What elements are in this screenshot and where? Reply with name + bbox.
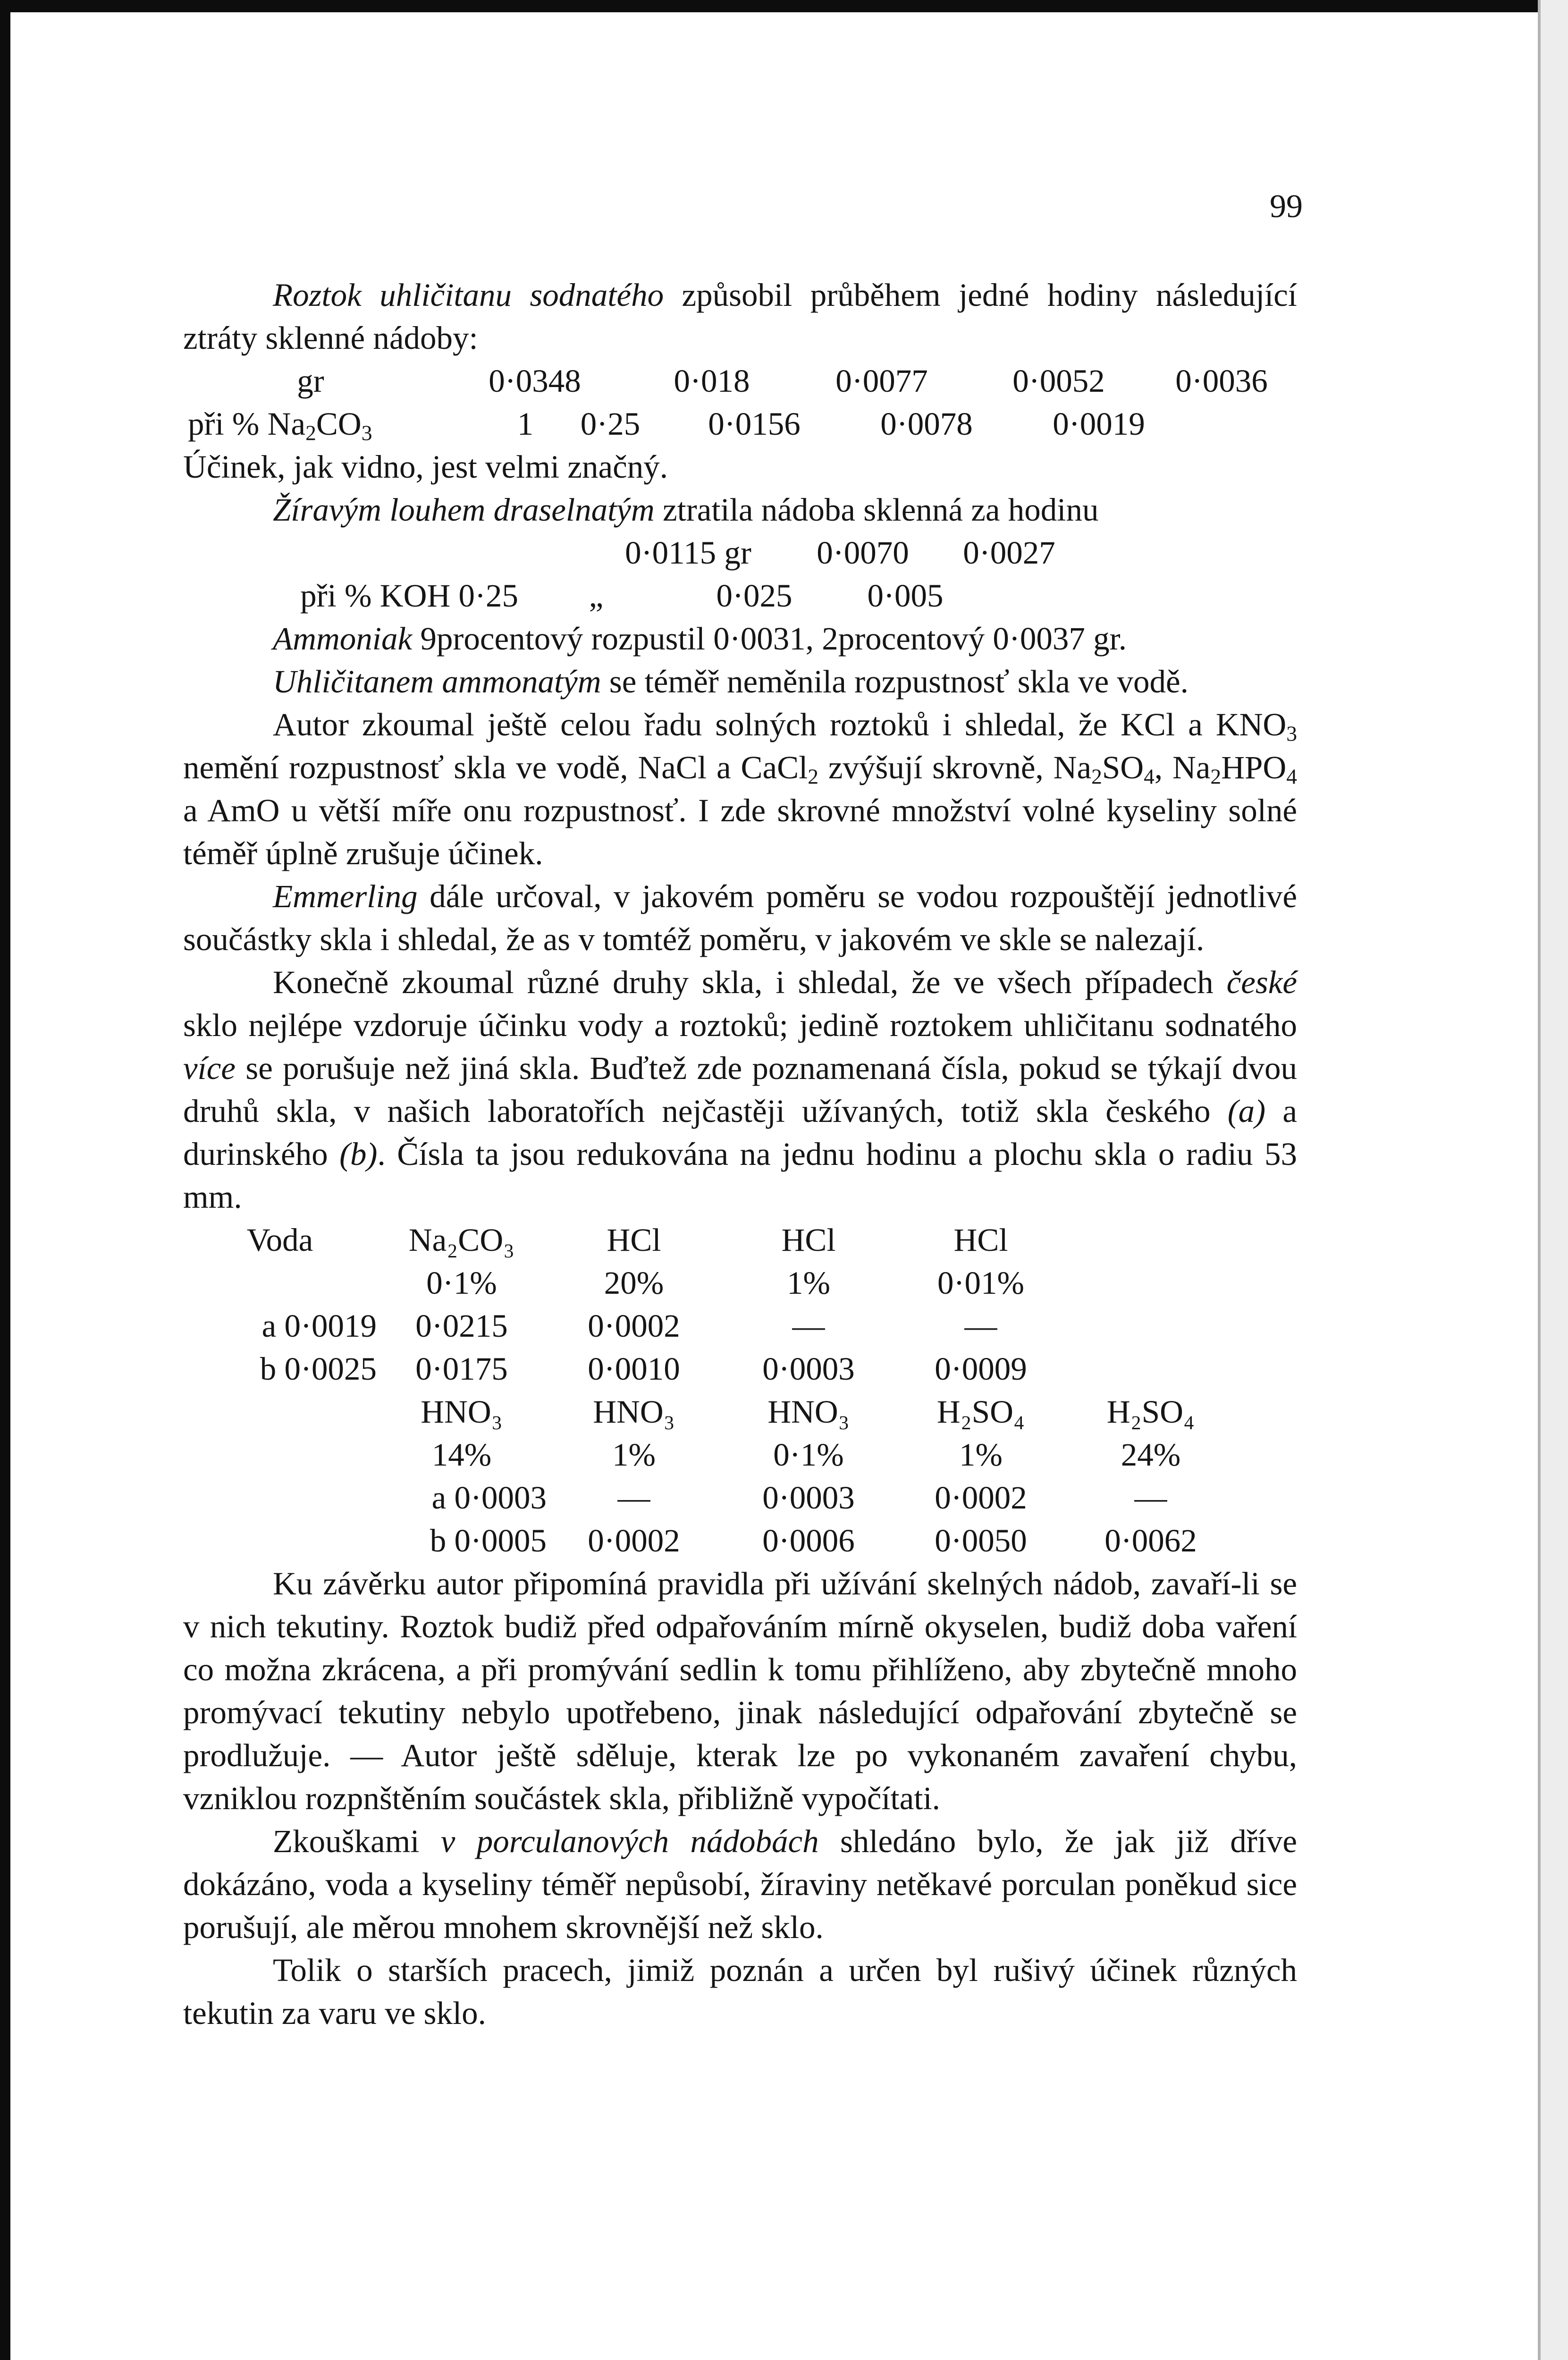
table-row-percent bbox=[183, 403, 1297, 446]
paragraph-text: dále určoval, v jakovém poměru se vodou rozpouštějí jednotlivé součástky skla i shledal, že as v tomtéž poměru, v jakovém ve skle se nalezají. bbox=[183, 878, 1297, 957]
paragraph-ammonia bbox=[183, 617, 1297, 660]
paragraph-porcelain bbox=[183, 1820, 1297, 1949]
table-row-gr bbox=[183, 360, 1297, 403]
label-text: při % Na bbox=[188, 406, 306, 442]
emphasis: v porculanových nádobách bbox=[440, 1823, 819, 1859]
table-cell: 0·0115 gr bbox=[625, 535, 751, 571]
paragraph-text: , Na bbox=[1154, 750, 1211, 785]
table-cell: HCl bbox=[781, 1222, 836, 1258]
paragraph-text: se téměř neměnila rozpustnosť skla ve vodě. bbox=[601, 664, 1189, 700]
emphasis: Emmerling bbox=[273, 878, 418, 914]
table-cell: 0·0010 bbox=[588, 1351, 680, 1387]
table-cell: 0·0062 bbox=[1104, 1523, 1197, 1559]
table-cell: gr bbox=[297, 363, 324, 399]
subscript: 3 bbox=[361, 421, 372, 445]
table-cell: 1% bbox=[787, 1265, 830, 1301]
table-row-header-1 bbox=[183, 1219, 1297, 1262]
table-cell bbox=[183, 1476, 377, 1519]
subscript: 2 bbox=[305, 421, 316, 445]
table-cell: b 0·0005 bbox=[430, 1523, 547, 1559]
emphasis: Roztok uhličitanu sodnatého bbox=[273, 277, 664, 313]
table-row-header-4 bbox=[183, 1433, 1297, 1476]
table-cell: — bbox=[617, 1480, 650, 1516]
table-cell: 0·0036 bbox=[1175, 363, 1268, 399]
table-cell: 1% bbox=[612, 1437, 656, 1473]
table-cell: 1% bbox=[959, 1437, 1003, 1473]
table-row-header-3 bbox=[183, 1391, 1297, 1433]
paragraph-text: Zkouškami bbox=[273, 1823, 441, 1859]
paragraph-text: nemění rozpustnosť skla ve vodě, NaCl a CaCl bbox=[183, 750, 808, 785]
table-cell: HNO₃ bbox=[593, 1394, 675, 1430]
table-cell bbox=[183, 1391, 377, 1433]
table-cell bbox=[1066, 1219, 1236, 1262]
paragraph-salt-solutions bbox=[183, 703, 1297, 875]
paragraph-text: 9procentový rozpustil 0·0031, 2procentový 0·0037 gr. bbox=[412, 621, 1127, 657]
table-cell: H₂SO₄ bbox=[936, 1394, 1025, 1430]
paragraph-text: ztratila nádoba sklenná za hodinu bbox=[654, 492, 1099, 528]
table-cell bbox=[183, 1433, 377, 1476]
table-cell: 0·1% bbox=[426, 1265, 497, 1301]
paragraph-sodium-carbonate bbox=[183, 274, 1297, 360]
table-cell: 0·0052 bbox=[1012, 363, 1105, 399]
table-cell: 0·0348 bbox=[489, 363, 581, 399]
table-cell: 0·0078 bbox=[880, 406, 973, 442]
emphasis: Žíravým louhem draselnatým bbox=[273, 492, 655, 528]
paragraph-text: a AmO u větší míře onu rozpustnosť. I zde skrovné množství volné kyseliny solné téměř úplně zrušuje účinek. bbox=[183, 792, 1297, 871]
paragraph-text: shledáno bylo, že jak již dříve dokázáno, voda a kyseliny téměř nepůsobí, žíraviny netěkavé porculan poněkud sice porušují, ale měrou mnohem skrovnější než sklo. bbox=[183, 1823, 1297, 1945]
paragraph-emmerling bbox=[183, 875, 1297, 961]
table-cell: H₂SO₄ bbox=[1106, 1394, 1195, 1430]
table-cell: a 0·0003 bbox=[431, 1480, 547, 1516]
table-cell: 1 bbox=[517, 406, 534, 442]
table-row-a bbox=[183, 1305, 1297, 1348]
subscript: 2 bbox=[808, 764, 819, 789]
table-cell: HCl bbox=[953, 1222, 1008, 1258]
table-cell bbox=[1066, 1262, 1236, 1305]
table-cell: 0·0050 bbox=[935, 1523, 1027, 1559]
emphasis: Ammoniak bbox=[273, 621, 413, 657]
paragraph-ammonium-carbonate bbox=[183, 660, 1297, 703]
paragraph-text: Konečně zkoumal různé druhy skla, i shledal, že ve všech případech bbox=[273, 964, 1227, 1000]
table-cell: 0·0006 bbox=[762, 1523, 855, 1559]
subscript: 2 bbox=[1091, 764, 1102, 789]
table-cell: 0·0003 bbox=[762, 1480, 855, 1516]
table-row-b bbox=[183, 1348, 1297, 1391]
paragraph-effect: Účinek, jak vidno, jest velmi značný. bbox=[183, 449, 668, 485]
table-cell: 0·0027 bbox=[963, 535, 1055, 571]
scan-edge-right bbox=[1538, 0, 1568, 2360]
table-cell: 0·25 bbox=[580, 406, 641, 442]
table-cell: 0·1% bbox=[773, 1437, 844, 1473]
table-cell: — bbox=[964, 1308, 997, 1344]
paragraph-text: se porušuje než jiná skla. Buďtež zde poznamenaná čísla, pokud se týkají dvou druhů skla, v našich laboratořích nejčastěji užívaných, totiž skla českého bbox=[183, 1050, 1297, 1129]
table-cell: 0·0002 bbox=[588, 1308, 680, 1344]
table-cell: 0·0070 bbox=[817, 535, 909, 571]
table-cell bbox=[1066, 1348, 1236, 1391]
emphasis: (a) bbox=[1227, 1093, 1266, 1129]
table-cell: 14% bbox=[431, 1437, 492, 1473]
table-cell: 0·0002 bbox=[935, 1480, 1027, 1516]
table-cell: b 0·0025 bbox=[260, 1351, 377, 1387]
table-cell: 0·0003 bbox=[762, 1351, 855, 1387]
table-cell: HNO₃ bbox=[421, 1394, 503, 1430]
page-body bbox=[183, 274, 1297, 2035]
emphasis: české bbox=[1226, 964, 1297, 1000]
table-cell: — bbox=[1134, 1480, 1167, 1516]
paragraph-conclusion: Ku závěrku autor připomíná pravidla při užívání skelných nádob, zavaří-li se v nich tekutiny. Roztok budiž před odpařováním mírně okyselen, budiž doba vaření co možna zkrácena, a při promývání sedlin k tomu přihlíženo, aby zbytečně mnoho promývací tekutiny nebylo upotřebeno, jinak následující odpařování zbytečně se prodlužuje. — Autor ještě sděluje, kterak lze po vykonaném zavaření chybu, vzniklou rozpnštěním součástek skla, přibližně vypočítati. bbox=[183, 1566, 1297, 1816]
table-cell: 0·0019 bbox=[1053, 406, 1145, 442]
paragraph-text: Autor zkoumal ještě celou řadu solných roztoků i shledal, že KCl a KNO bbox=[273, 707, 1287, 742]
paragraph-text: zvýšují skrovně, Na bbox=[818, 750, 1092, 785]
table-row-gr-koh bbox=[183, 531, 1297, 574]
paragraph-text: způsobil průběhem jedné hodiny následující ztráty sklenné nádoby: bbox=[183, 277, 1297, 356]
page-number: 99 bbox=[1270, 188, 1303, 225]
scan-edge-left bbox=[0, 0, 10, 2360]
subscript: 4 bbox=[1144, 764, 1155, 789]
table-row-b2 bbox=[183, 1519, 1297, 1562]
scan-edge-top bbox=[0, 0, 1568, 12]
table-cell: 0·005 bbox=[867, 578, 944, 614]
table-cell: 24% bbox=[1121, 1437, 1181, 1473]
table-cell bbox=[183, 1262, 377, 1305]
table-cell: — bbox=[792, 1308, 825, 1344]
table-cell: 0·01% bbox=[937, 1265, 1024, 1301]
table-cell: Voda bbox=[246, 1222, 313, 1258]
table-cell: 0·0077 bbox=[835, 363, 928, 399]
table-cell: 20% bbox=[604, 1265, 664, 1301]
table-cell: 0·0009 bbox=[935, 1351, 1027, 1387]
table-cell: „ bbox=[589, 578, 604, 614]
emphasis: více bbox=[183, 1050, 236, 1086]
paragraph-glass-types bbox=[183, 961, 1297, 1219]
table-row-koh bbox=[183, 574, 1297, 617]
table-cell: 0·0175 bbox=[415, 1351, 508, 1387]
table-cell: 0·025 bbox=[716, 578, 792, 614]
paragraph-text: SO bbox=[1102, 750, 1144, 785]
emphasis: Uhličitanem ammonatým bbox=[273, 664, 601, 700]
subscript: 2 bbox=[1210, 764, 1222, 789]
emphasis: (b) bbox=[339, 1136, 378, 1172]
label-text: CO bbox=[316, 406, 362, 442]
table-cell bbox=[183, 1519, 377, 1562]
table-cell: 0·0156 bbox=[708, 406, 801, 442]
table-row-header-2 bbox=[183, 1262, 1297, 1305]
table-cell: 0·0002 bbox=[588, 1523, 680, 1559]
subscript: 3 bbox=[1286, 721, 1297, 746]
table-cell: 0·0215 bbox=[415, 1308, 508, 1344]
paragraph-closing: Tolik o starších pracech, jimiž poznán a určen byl rušivý účinek různých tekutin za varu ve sklo. bbox=[183, 1952, 1297, 2031]
subscript: 4 bbox=[1286, 764, 1297, 789]
table-cell: HCl bbox=[607, 1222, 661, 1258]
table-cell: a 0·0019 bbox=[261, 1308, 377, 1344]
table-row-label: při % KOH 0·25 bbox=[300, 578, 518, 614]
paragraph-text: . Čísla ta jsou redukována na jednu hodinu a plochu skla o radiu 53 mm. bbox=[183, 1136, 1297, 1215]
table-cell: 0·018 bbox=[674, 363, 750, 399]
table-cell: Na₂CO₃ bbox=[408, 1222, 515, 1258]
paragraph-text: sklo nejlépe vzdoruje účinku vody a roztoků; jedině roztokem uhličitanu sodnatého bbox=[183, 1007, 1297, 1043]
table-cell: HNO₃ bbox=[767, 1394, 850, 1430]
table-row-label bbox=[183, 403, 499, 446]
table-row-a2 bbox=[183, 1476, 1297, 1519]
table-cell bbox=[1066, 1305, 1236, 1348]
paragraph-text: a durinského bbox=[183, 1093, 1297, 1172]
paragraph-potash-lye bbox=[183, 489, 1297, 531]
paragraph-text: HPO bbox=[1221, 750, 1287, 785]
